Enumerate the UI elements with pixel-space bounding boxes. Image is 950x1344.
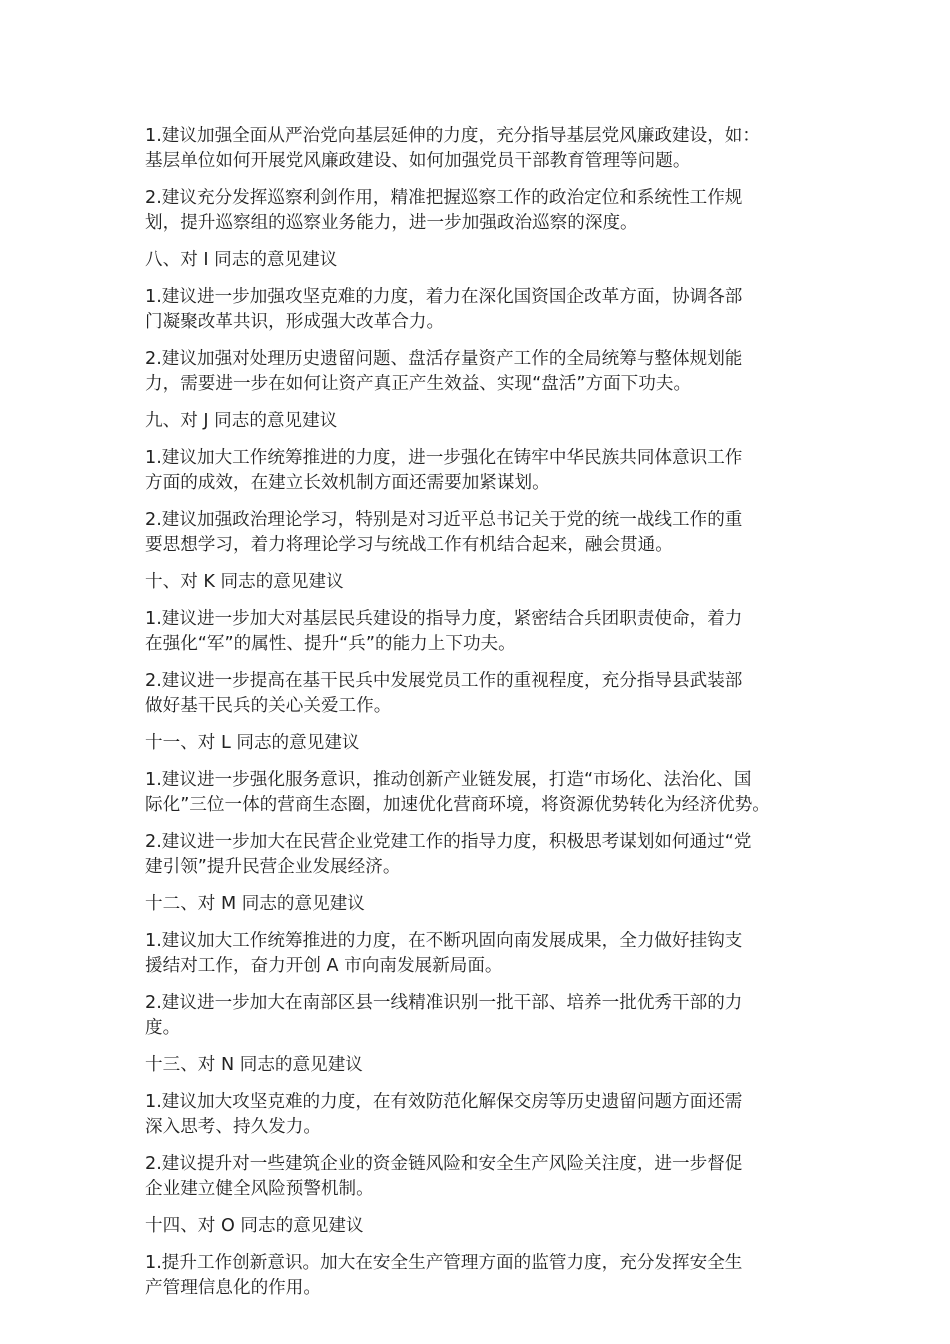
heading-text: 十、对 K 同志的意见建议 [145, 572, 344, 592]
paragraph-line: 深入思考、持久发力。 [145, 1117, 321, 1137]
paragraph-line: 1.建议加大工作统筹推进的力度，进一步强化在铸牢中华民族共同体意识工作 [145, 448, 743, 468]
paragraph [145, 1090, 817, 1140]
heading-text: 十三、对 N 同志的意见建议 [145, 1055, 363, 1075]
paragraph [145, 124, 817, 174]
heading-text: 十二、对 M 同志的意见建议 [145, 894, 365, 914]
paragraph-line: 1.建议加大工作统筹推进的力度，在不断巩固向南发展成果，全力做好挂钩支 [145, 931, 743, 951]
paragraph-line: 1.建议进一步加强攻坚克难的力度，着力在深化国资国企改革方面，协调各部 [145, 287, 743, 307]
paragraph-line: 建引领”提升民营企业发展经济。 [145, 857, 401, 877]
paragraph [145, 1152, 817, 1202]
paragraph-line: 企业建立健全风险预警机制。 [145, 1179, 374, 1199]
paragraph-line: 划，提升巡察组的巡察业务能力，进一步加强政治巡察的深度。 [145, 213, 638, 233]
paragraph [145, 347, 817, 397]
paragraph [145, 768, 817, 818]
paragraph [145, 669, 817, 719]
section-heading [145, 731, 817, 756]
section-heading [145, 1053, 817, 1078]
document-page [145, 124, 817, 1313]
paragraph-line: 要思想学习，着力将理论学习与统战工作有机结合起来，融会贯通。 [145, 535, 673, 555]
heading-text: 九、对 J 同志的意见建议 [145, 411, 338, 431]
paragraph-line: 门凝聚改革共识，形成强大改革合力。 [145, 312, 445, 332]
paragraph-line: 援结对工作，奋力开创 A 市向南发展新局面。 [145, 956, 503, 976]
paragraph-line: 在强化“军”的属性、提升“兵”的能力上下功夫。 [145, 634, 516, 654]
section-heading [145, 570, 817, 595]
paragraph-line: 1.建议进一步加大对基层民兵建设的指导力度，紧密结合兵团职责使命，着力 [145, 609, 743, 629]
section-heading [145, 1214, 817, 1239]
paragraph-line: 1.建议加强全面从严治党向基层延伸的力度，充分指导基层党风廉政建设，如： [145, 126, 760, 146]
paragraph [145, 929, 817, 979]
paragraph [145, 285, 817, 335]
paragraph-line: 2.建议进一步加大在民营企业党建工作的指导力度，积极思考谋划如何通过“党 [145, 832, 752, 852]
paragraph-line: 2.建议加强政治理论学习，特别是对习近平总书记关于党的统一战线工作的重 [145, 510, 743, 530]
paragraph-line: 1.提升工作创新意识。加大在安全生产管理方面的监管力度，充分发挥安全生 [145, 1253, 743, 1273]
paragraph-line: 力，需要进一步在如何让资产真正产生效益、实现“盘活”方面下功夫。 [145, 374, 692, 394]
heading-text: 十四、对 O 同志的意见建议 [145, 1216, 364, 1236]
paragraph [145, 508, 817, 558]
paragraph-line: 做好基干民兵的关心关爱工作。 [145, 696, 392, 716]
paragraph-line: 2.建议加强对处理历史遗留问题、盘活存量资产工作的全局统筹与整体规划能 [145, 349, 743, 369]
paragraph-line: 方面的成效，在建立长效机制方面还需要加紧谋划。 [145, 473, 550, 493]
paragraph-line: 产管理信息化的作用。 [145, 1278, 321, 1298]
paragraph-line: 2.建议充分发挥巡察利剑作用，精准把握巡察工作的政治定位和系统性工作规 [145, 188, 743, 208]
heading-text: 十一、对 L 同志的意见建议 [145, 733, 360, 753]
paragraph-line: 基层单位如何开展党风廉政建设、如何加强党员干部教育管理等问题。 [145, 151, 691, 171]
paragraph [145, 991, 817, 1041]
heading-text: 八、对 I 同志的意见建议 [145, 250, 338, 270]
paragraph [145, 186, 817, 236]
paragraph [145, 830, 817, 880]
paragraph [145, 607, 817, 657]
section-heading [145, 248, 817, 273]
paragraph-line: 2.建议进一步提高在基干民兵中发展党员工作的重视程度，充分指导县武装部 [145, 671, 743, 691]
paragraph [145, 1251, 817, 1301]
section-heading [145, 892, 817, 917]
paragraph-line: 1.建议进一步强化服务意识，推动创新产业链发展，打造“市场化、法治化、国 [145, 770, 752, 790]
paragraph-line: 际化”三位一体的营商生态圈，加速优化营商环境，将资源优势转化为经济优势。 [145, 795, 770, 815]
paragraph-line: 度。 [145, 1018, 181, 1038]
paragraph-line: 1.建议加大攻坚克难的力度，在有效防范化解保交房等历史遗留问题方面还需 [145, 1092, 743, 1112]
section-heading [145, 409, 817, 434]
paragraph-line: 2.建议提升对一些建筑企业的资金链风险和安全生产风险关注度，进一步督促 [145, 1154, 743, 1174]
paragraph-line: 2.建议进一步加大在南部区县一线精准识别一批干部、培养一批优秀干部的力 [145, 993, 743, 1013]
paragraph [145, 446, 817, 496]
